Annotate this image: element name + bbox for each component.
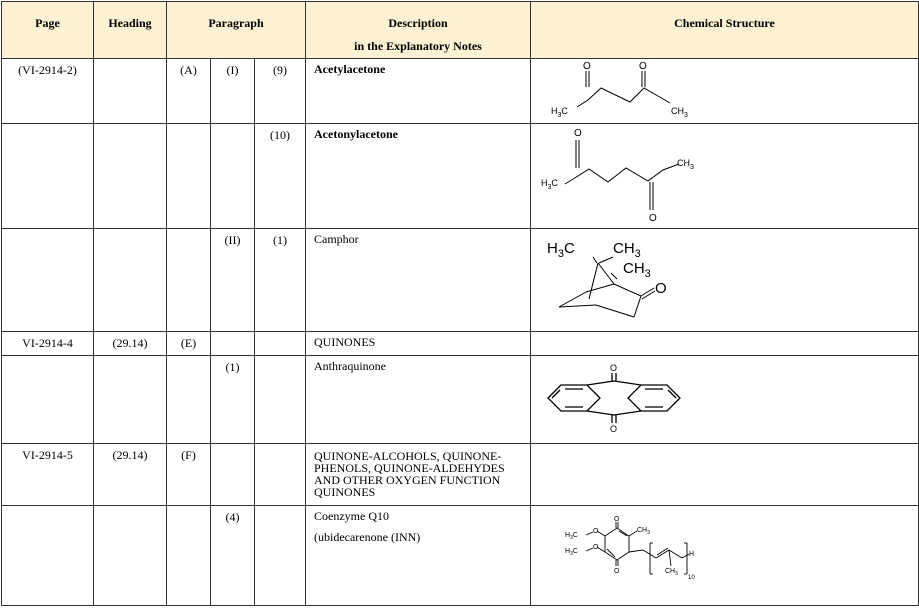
- svg-text:CH3: $CH_3$: [677, 157, 694, 171]
- heading-cell: [94, 123, 167, 228]
- svg-text:O: O: [593, 543, 599, 551]
- structure-cell: [531, 123, 919, 228]
- svg-text:O: O: [614, 515, 620, 523]
- description-cell: [306, 505, 531, 605]
- col-header-page: Page: [2, 2, 94, 59]
- paragraph-cell: (9): [255, 58, 306, 123]
- paragraph-cell: [255, 443, 306, 505]
- description-cell: Acetonylacetone: [306, 123, 531, 228]
- page-cell: [2, 123, 94, 228]
- svg-text:H: H: [689, 550, 695, 558]
- page-cell: [2, 228, 94, 331]
- description-text: Coenzyme Q10: [314, 508, 389, 523]
- structure-cell: [531, 228, 919, 331]
- svg-text:H3C: $H_3C$: [551, 105, 568, 119]
- svg-text:O: O: [574, 127, 582, 139]
- paragraph-cell: [255, 331, 306, 355]
- svg-text:O: O: [610, 423, 618, 434]
- paragraph-cell: (II): [211, 228, 255, 331]
- paragraph-cell: [255, 505, 306, 605]
- page-cell: VI-2914-4: [2, 331, 94, 355]
- svg-text:O: O: [649, 212, 657, 224]
- heading-cell: (29.14): [94, 331, 167, 355]
- structure-cell: [531, 58, 919, 123]
- svg-text:CH3: $CH_3$: [623, 259, 651, 280]
- svg-text:H3C: $H_3C$: [547, 239, 575, 260]
- col-header-description: Description in the Explanatory Notes: [306, 2, 531, 59]
- svg-text:O: O: [614, 567, 620, 575]
- svg-text:O: O: [610, 362, 618, 373]
- acetylacetone-structure-icon: [531, 59, 917, 123]
- structure-cell: [531, 505, 919, 605]
- svg-text:CH3: $CH_3$: [637, 526, 650, 536]
- paragraph-cell: [211, 123, 255, 228]
- description-cell: Camphor: [306, 228, 531, 331]
- svg-text:H3C: $H_3C$: [541, 177, 558, 191]
- heading-cell: (29.14): [94, 443, 167, 505]
- explanatory-notes-table: [1, 1, 919, 606]
- structure-cell: [531, 355, 919, 443]
- description-extra-text: (ubidecarenone (INN): [314, 530, 421, 545]
- structure-cell: [531, 443, 919, 505]
- svg-text:O: O: [593, 527, 599, 535]
- description-cell: QUINONE-ALCOHOLS, QUINONE-PHENOLS, QUINONE-ALDEHYDES AND OTHER OXYGEN FUNCTION QUINONES: [306, 443, 531, 505]
- paragraph-cell: (F): [167, 443, 211, 505]
- paragraph-cell: [211, 331, 255, 355]
- paragraph-cell: (10): [255, 123, 306, 228]
- paragraph-cell: [167, 505, 211, 605]
- table-row: [2, 505, 919, 605]
- page-cell: VI-2914-5: [2, 443, 94, 505]
- heading-cell: [94, 505, 167, 605]
- svg-text:H3C: $H_3C$: [565, 531, 578, 541]
- svg-text:O: O: [583, 60, 591, 72]
- svg-text:10: 10: [688, 574, 695, 581]
- heading-cell: [94, 355, 167, 443]
- header-row: [2, 2, 919, 59]
- col-header-paragraph: Paragraph: [167, 2, 306, 59]
- page-cell: [2, 355, 94, 443]
- paragraph-cell: (E): [167, 331, 211, 355]
- table-row: [2, 355, 919, 443]
- description-cell: Anthraquinone: [306, 355, 531, 443]
- acetonylacetone-structure-icon: [531, 124, 917, 228]
- svg-text:CH3: $CH_3$: [665, 567, 678, 577]
- svg-text:CH3: $CH_3$: [671, 105, 688, 119]
- paragraph-cell: (I): [211, 58, 255, 123]
- table-row: [2, 123, 919, 228]
- paragraph-cell: (1): [211, 355, 255, 443]
- svg-text:O: O: [639, 60, 647, 72]
- description-cell: QUINONES: [306, 331, 531, 355]
- structure-cell: [531, 331, 919, 355]
- table-row: [2, 331, 919, 355]
- svg-text:CH3: $CH_3$: [613, 239, 641, 260]
- heading-cell: [94, 58, 167, 123]
- col-header-structure: Chemical Structure: [531, 2, 919, 59]
- paragraph-cell: [255, 355, 306, 443]
- page-cell: [2, 505, 94, 605]
- paragraph-cell: [167, 228, 211, 331]
- paragraph-cell: [167, 355, 211, 443]
- camphor-structure-icon: [531, 229, 917, 331]
- svg-text:H3C: $H_3C$: [565, 547, 578, 557]
- paragraph-cell: (4): [211, 505, 255, 605]
- coenzyme-q10-structure-icon: [531, 506, 917, 605]
- description-cell: Acetylacetone: [306, 58, 531, 123]
- paragraph-cell: (1): [255, 228, 306, 331]
- heading-cell: [94, 228, 167, 331]
- table-row: [2, 228, 919, 331]
- table-row: [2, 443, 919, 505]
- page-cell: (VI-2914-2): [2, 58, 94, 123]
- table-row: [2, 58, 919, 123]
- paragraph-cell: [211, 443, 255, 505]
- anthraquinone-structure-icon: [531, 356, 917, 443]
- col-header-heading: Heading: [94, 2, 167, 59]
- svg-text:O: O: [655, 279, 667, 297]
- paragraph-cell: (A): [167, 58, 211, 123]
- paragraph-cell: [167, 123, 211, 228]
